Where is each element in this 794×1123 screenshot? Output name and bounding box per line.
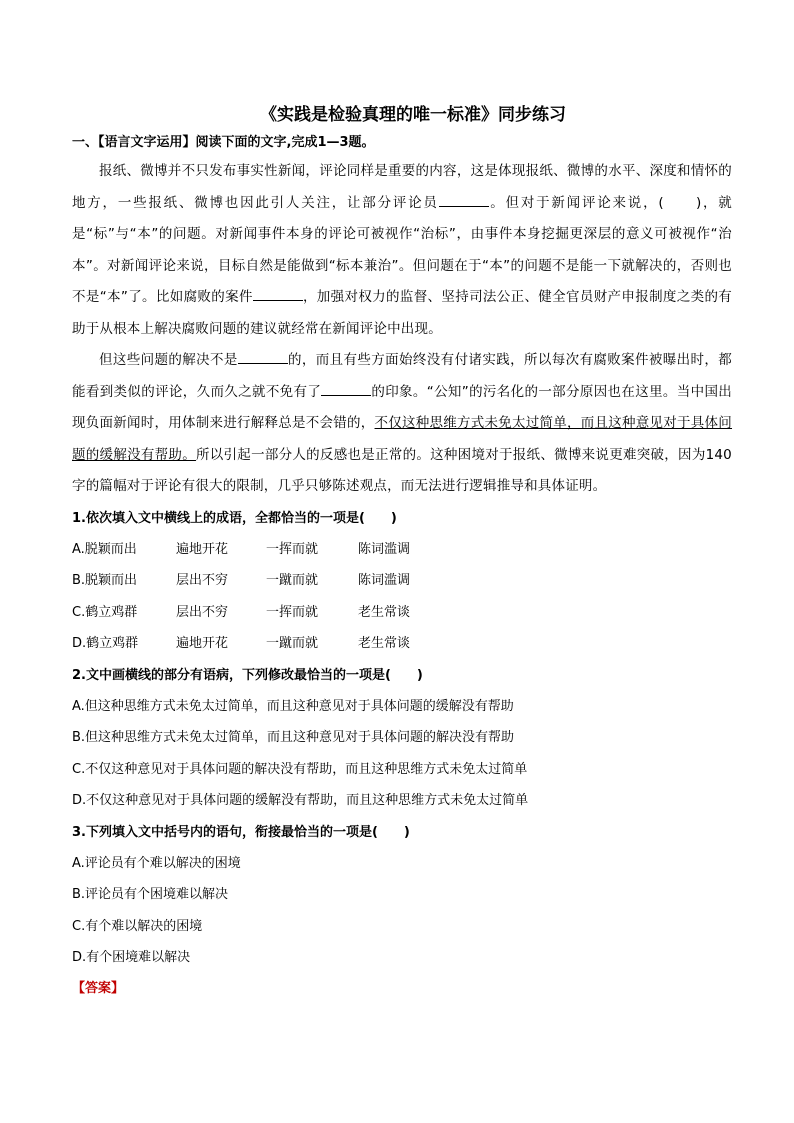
passage-text: ，加强对权力的监督、坚持司法公正、健全官员财产申报制度之类的有助于从根本上解决腐败问题的建议就经常在新闻评论中出现。: [72, 289, 732, 337]
passage-text: 报纸、微博并不只发布事实性新闻，评论同样是重要的内容，这是体现报纸、微博的水平、深度和情怀的地方，一些报纸、微博也因此引人关注，让部分评论员: [72, 163, 732, 211]
option-d[interactable]: [72, 628, 732, 660]
question-3: [72, 817, 732, 974]
fill-blank: [238, 349, 288, 364]
option-cell: A.脱颖而出: [72, 541, 137, 557]
fill-blank: [253, 286, 303, 301]
option-cell: 一蹴而就: [266, 636, 319, 651]
option-a[interactable]: A.评论员有个难以解决的困境: [72, 855, 241, 871]
option-d[interactable]: D.有个困境难以解决: [72, 950, 191, 965]
passage-paragraph-1: [72, 156, 732, 345]
underlined-sentence: 不仅这种思维方式未免太过简单，而且这种意见对于具体问题的缓解没有帮助。: [72, 415, 733, 463]
question-stem: 1.依次填入文中横线上的成语，全都恰当的一项是( ): [72, 510, 397, 526]
option-cell: C.鹤立鸡群: [72, 604, 138, 620]
option-cell: B.脱颖而出: [72, 573, 138, 588]
option-cell: 一蹴而就: [266, 573, 319, 588]
fill-blank: [439, 192, 489, 207]
option-c[interactable]: C.有个难以解决的困境: [72, 918, 203, 934]
section-heading: 一、【语言文字运用】阅读下面的文字,完成1—3题。: [72, 135, 375, 150]
question-1: [72, 503, 732, 660]
option-cell: 老生常谈: [358, 636, 411, 651]
option-a[interactable]: [72, 534, 732, 566]
passage-text: 。但对于新闻评论来说，( )，就是“标”与“本”的问题。对新闻事件本身的评论可被视作“治标”，由事件本身挖掘更深层的意义可被视作“治本”。对新闻评论来说，目标自然是能做到“标本兼治”。但问题在于“本”的问题不是能一下就解决的，否则也不是“本”了。比如腐败的案件: [72, 194, 732, 305]
reading-passage: [72, 156, 732, 503]
question-2: [72, 660, 732, 817]
option-cell: 遍地开花: [176, 541, 229, 557]
passage-text: 但这些问题的解决不是: [99, 352, 238, 368]
option-c[interactable]: C.不仅这种意见对于具体问题的解决没有帮助，而且这种思维方式未免太过简单: [72, 761, 528, 777]
fill-blank: [321, 381, 371, 396]
question-stem: 3.下列填入文中括号内的语句，衔接最恰当的一项是( ): [72, 824, 410, 840]
page-title: 《实践是检验真理的唯一标准》同步练习: [260, 105, 566, 125]
passage-text: 的，而且有些方面始终没有付诸实践，所以每次有腐败案件被曝出时，都能看到类似的评论，久而久之就不免有了: [72, 352, 732, 400]
passage-paragraph-2: [72, 345, 732, 503]
option-b[interactable]: [72, 565, 732, 597]
option-cell: 陈词滥调: [358, 573, 411, 588]
worksheet-page: [72, 100, 732, 1004]
passage-text: 的印象。“公知”的污名化的一部分原因也在这里。当中国出现负面新闻时，用体制来进行解释总是不会错的，: [72, 383, 732, 431]
option-cell: D.鹤立鸡群: [72, 636, 139, 651]
option-b[interactable]: B.评论员有个困境难以解决: [72, 887, 229, 902]
option-cell: 一挥而就: [266, 541, 319, 557]
option-cell: 老生常谈: [358, 604, 411, 620]
option-d[interactable]: D.不仅这种意见对于具体问题的缓解没有帮助，而且这种思维方式未免太过简单: [72, 793, 529, 808]
option-cell: 遍地开花: [176, 636, 229, 651]
question-stem: 2.文中画横线的部分有语病，下列修改最恰当的一项是( ): [72, 667, 423, 683]
answer-label: 【答案】: [72, 980, 125, 996]
option-a[interactable]: A.但这种思维方式未免太过简单，而且这种意见对于具体问题的缓解没有帮助: [72, 698, 514, 714]
option-b[interactable]: B.但这种思维方式未免太过简单，而且这种意见对于具体问题的解决没有帮助: [72, 730, 515, 745]
option-cell: 层出不穷: [176, 604, 229, 620]
option-cell: 层出不穷: [176, 573, 229, 588]
option-c[interactable]: [72, 597, 732, 629]
option-cell: 陈词滥调: [358, 541, 411, 557]
passage-text: 所以引起一部分人的反感也是正常的。这种困境对于报纸、微博来说更难突破，因为140字的篇幅对于评论有很大的限制，几乎只够陈述观点，而无法进行逻辑推导和具体证明。: [72, 446, 732, 494]
option-cell: 一挥而就: [266, 604, 319, 620]
